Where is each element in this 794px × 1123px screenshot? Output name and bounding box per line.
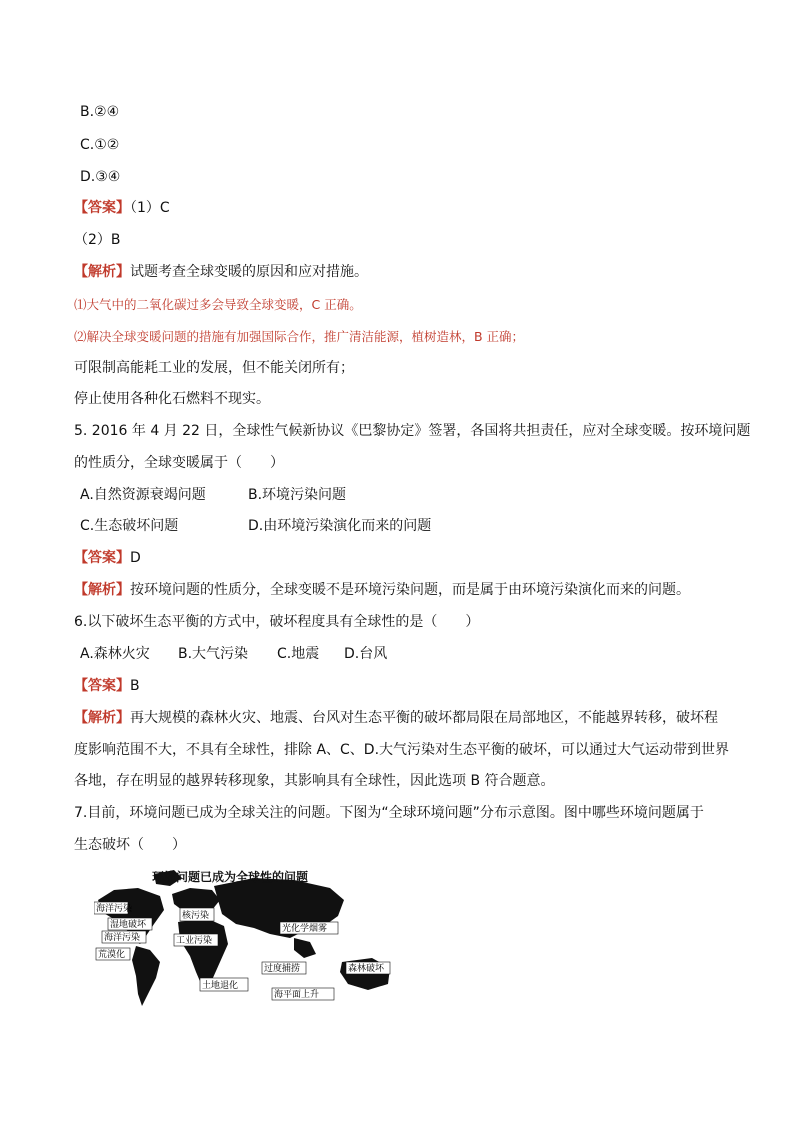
q5-option-c: C.生态破坏问题: [80, 518, 179, 534]
africa-shape: [178, 918, 228, 986]
q6-analysis-3: 各地，存在明显的越界转移现象，其影响具有全球性，因此选项 B 符合题意。: [74, 773, 555, 789]
south-america-shape: [132, 946, 160, 1006]
q5-option-b: B.环境污染问题: [248, 487, 347, 503]
answer-tag: 【答案】: [74, 200, 130, 216]
q6-option-d: D.台风: [344, 646, 388, 662]
q6-option-a: A.森林火灾: [80, 646, 150, 662]
analysis-tag: 【解析】: [74, 710, 130, 726]
label-overfishing: 过度捕捞: [264, 964, 301, 974]
q5-answer: [74, 549, 141, 567]
q5-answer-value: D: [130, 550, 141, 566]
q6-answer-value: B: [130, 678, 140, 694]
southeast-asia-shape: [294, 938, 316, 958]
q5-option-a: A.自然资源衰竭问题: [80, 487, 206, 503]
q5-stem-1: 5. 2016 年 4 月 22 日，全球性气候新协议《巴黎协定》签署，各国将共担责任，应对全球变暖。按环境问题: [74, 423, 751, 439]
label-deforestation: 森林破坏: [348, 964, 385, 974]
q6-option-b: B.大气污染: [178, 646, 249, 662]
label-ocean-pollution-1: 海洋污染: [96, 904, 133, 914]
answer-tag: 【答案】: [74, 678, 130, 694]
q6-stem: 6.以下破坏生态平衡的方式中，破坏程度具有全球性的是（ ）: [74, 614, 480, 630]
label-ocean-pollution-2: 海洋污染: [104, 933, 141, 943]
label-photochemical-smog: 光化学烟雾: [282, 924, 328, 934]
q7-stem-2: 生态破坏（ ）: [74, 837, 186, 853]
analysis-tag: 【解析】: [74, 582, 130, 598]
q5-stem-2: 的性质分，全球变暖属于（ ）: [74, 455, 284, 471]
q5-analysis-text: 按环境问题的性质分，全球变暖不是环境污染问题，而是属于由环境污染演化而来的问题。: [130, 582, 690, 598]
q4-analysis-text: 试题考查全球变暖的原因和应对措施。: [130, 264, 368, 280]
q4-option-c: C.①②: [80, 137, 120, 153]
q5-option-d: D.由环境污染演化而来的问题: [248, 518, 432, 534]
q4-analysis: [74, 263, 368, 281]
q4-point-2: ⑵解决全球变暖问题的措施有加强国际合作，推广清洁能源，植树造林，B 正确；: [74, 329, 525, 344]
q7-stem-1: 7.目前，环境问题已成为全球关注的问题。下图为“全球环境问题”分布示意图。图中哪些环境问题属于: [74, 805, 704, 821]
q5-analysis: [74, 581, 690, 599]
q4-option-b: B.②④: [80, 104, 120, 120]
q4-line-4: 停止使用各种化石燃料不现实。: [74, 391, 270, 407]
q6-analysis-1: [74, 709, 718, 727]
label-soil-degradation: 土地退化: [202, 981, 239, 991]
label-sea-level-rise: 海平面上升: [274, 990, 320, 1000]
map-svg: [94, 866, 406, 1012]
q6-analysis-2: 度影响范围不大，不具有全球性，排除 A、C、D.大气污染对生态平衡的破坏，可以通过大气运动带到世界: [74, 742, 730, 758]
q4-answer-1: （1）C: [130, 200, 170, 216]
q4-answer-2: （2）B: [74, 232, 121, 248]
label-desertification: 荒漠化: [98, 950, 126, 960]
label-nuclear-pollution: 核污染: [182, 911, 210, 921]
analysis-tag: 【解析】: [74, 264, 130, 280]
q6-analysis-text: 再大规模的森林火灾、地震、台风对生态平衡的破坏都局限在局部地区，不能越界转移，破坏程: [130, 710, 718, 726]
label-industrial-pollution: 工业污染: [176, 936, 213, 946]
q6-option-c: C.地震: [277, 646, 320, 662]
label-wetland-damage: 湿地破坏: [110, 920, 147, 930]
q6-answer: [74, 677, 140, 695]
q4-line-3: 可限制高能耗工业的发展，但不能关闭所有；: [74, 360, 354, 376]
map-title: 环境问题已成为全球性的问题: [152, 870, 309, 884]
q4-option-d: D.③④: [80, 169, 121, 185]
q4-point-1: ⑴大气中的二氧化碳过多会导致全球变暖，C 正确。: [74, 297, 362, 312]
answer-tag: 【答案】: [74, 550, 130, 566]
q4-answer-line-1: [74, 199, 170, 217]
global-environment-map: [94, 866, 406, 1012]
